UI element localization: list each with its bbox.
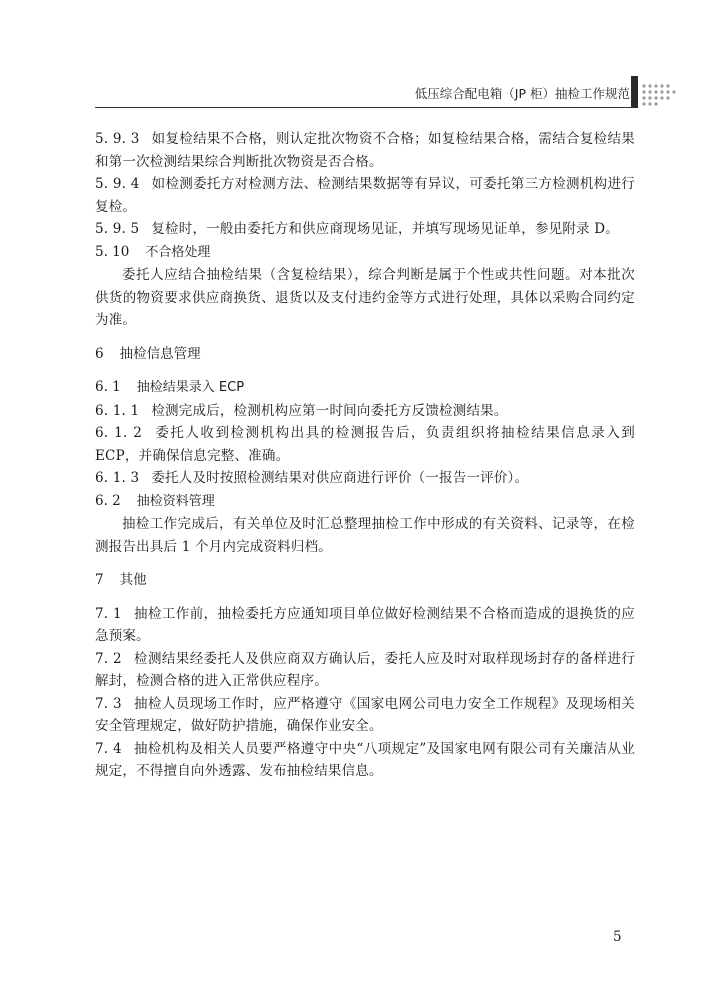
clause-number: 6. 1. 3: [95, 470, 140, 486]
clause-text: 如复检结果不合格，则认定批次物资不合格；如复检结果合格，需结合复检结果和第一次检测结果综合判断批次物资是否合格。: [95, 131, 635, 170]
clause-text: 抽检人员现场工作时，应严格遵守《国家电网公司电力安全工作规程》及现场相关安全管理规定，做好防护措施，确保作业安全。: [95, 695, 636, 734]
clause-number: 7. 3: [95, 695, 122, 712]
clause-number: 6. 1. 1: [95, 402, 140, 419]
heading-number: 6. 1: [95, 379, 121, 395]
clause-text: 委托人收到检测机构出具的检测报告后，负责组织将抽检结果信息录入到 ECP，并确保信息完整、准确。: [95, 425, 635, 464]
clause-text: 检测结果经委托人及供应商双方确认后，委托人应及时对取样现场封存的备样进行解封，检测合格的进入正常供应程序。: [95, 650, 636, 689]
clause-6-1-1: [95, 400, 635, 423]
heading-title: 抽检资料管理: [136, 493, 215, 509]
heading-6-1: [95, 376, 635, 400]
clause-text: 检测完成后，检测机构应第一时间向委托方反馈检测结果。: [151, 402, 508, 419]
clause-number: 5. 9. 3: [95, 131, 140, 147]
header-rule: [95, 107, 635, 108]
heading-5-10: [95, 241, 635, 265]
header-bar-decoration: [631, 76, 638, 108]
clause-text: 抽检机构及相关人员要严格遵守中央“八项规定”及国家电网有限公司有关廉洁从业规定，不得擅自向外透露、发布抽检结果信息。: [95, 740, 635, 779]
heading-title: 抽检信息管理: [119, 345, 201, 362]
clause-7-3: [95, 693, 635, 738]
running-header-title: 低压综合配电箱（JP 柜）抽检工作规范: [414, 86, 630, 101]
clause-6-1-2: [95, 422, 635, 467]
clause-text: 委托人及时按照检测结果对供应商进行评价（一报告一评价）。: [151, 470, 529, 486]
heading-6-2: [95, 490, 635, 514]
clause-5-9-4: [95, 173, 635, 218]
heading-number: 6: [95, 345, 104, 362]
clause-7-2: [95, 648, 635, 693]
heading-title: 其他: [119, 572, 147, 588]
clause-number: 7. 1: [95, 605, 122, 622]
paragraph-5-10: 委托人应结合抽检结果（含复检结果），综合判断是属于个性或共性问题。对本批次供货的物资要求供应商换货、退货以及支付违约金等方式进行处理，具体以采购合同约定为准。: [95, 267, 635, 328]
clause-text: 如检测委托方对检测方法、检测结果数据等有异议，可委托第三方检测机构进行复检。: [95, 176, 635, 215]
clause-number: 6. 1. 2: [95, 425, 142, 441]
clause-5-9-3: [95, 128, 635, 173]
clause-7-1: [95, 603, 635, 648]
clause-number: 5. 9. 5: [95, 221, 140, 237]
heading-number: 5. 10: [95, 243, 130, 260]
clause-number: 5. 9. 4: [95, 176, 140, 192]
page-body: [95, 128, 635, 783]
heading-7: [95, 569, 635, 592]
clause-number: 7. 2: [95, 650, 122, 667]
clause-6-1-3: [95, 467, 635, 490]
heading-6: [95, 343, 635, 366]
heading-title: 抽检结果录入 ECP: [136, 380, 245, 395]
clause-text: 抽检工作前，抽检委托方应通知项目单位做好检测结果不合格而造成的退换货的应急预案。: [95, 605, 636, 644]
clause-text: 复检时，一般由委托方和供应商现场见证，并填写现场见证单，参见附录 D。: [151, 221, 619, 237]
paragraph-6-2: 抽检工作完成后，有关单位及时汇总整理抽检工作中形成的有关资料、记录等，在检测报告出具后 1 个月内完成资料归档。: [95, 516, 635, 555]
heading-title: 不合格处理: [145, 244, 211, 260]
clause-5-9-5: [95, 218, 635, 241]
clause-number: 7. 4: [95, 740, 122, 757]
header-dots-decoration: [641, 82, 677, 108]
heading-number: 7: [95, 572, 104, 588]
clause-7-4: [95, 738, 635, 783]
heading-number: 6. 2: [95, 492, 121, 509]
page-number: 5: [613, 929, 622, 945]
